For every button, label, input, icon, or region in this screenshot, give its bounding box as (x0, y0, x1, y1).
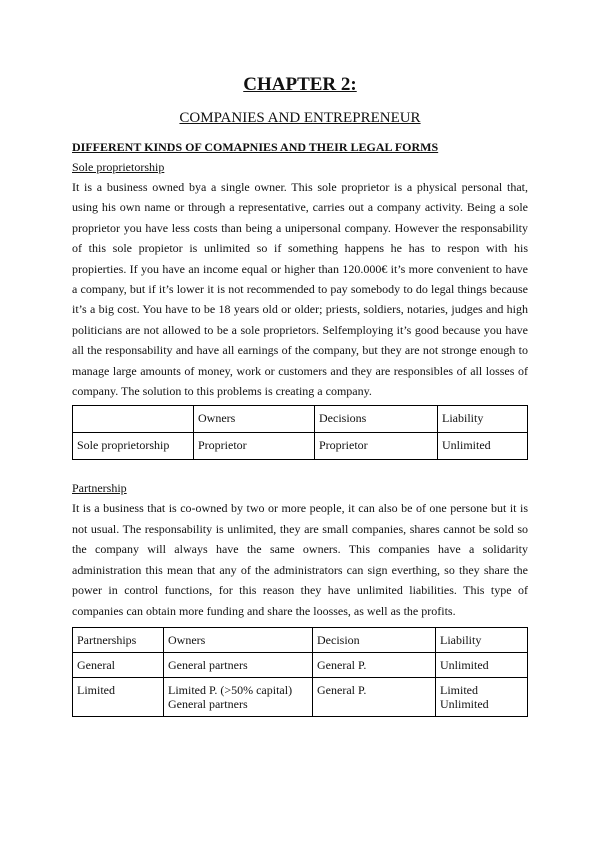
sole-proprietorship-table (72, 405, 528, 460)
partnership-heading: Partnership (72, 481, 127, 496)
table-cell: Owners (194, 406, 315, 433)
table-cell: Decisions (315, 406, 438, 433)
table-cell (73, 406, 194, 433)
table-cell: Liability (438, 406, 528, 433)
cell-line: Limited (440, 682, 478, 697)
table-cell: Decision (313, 627, 436, 652)
partnership-table (72, 627, 528, 717)
chapter-title: CHAPTER 2: (243, 74, 357, 95)
table-row (73, 652, 528, 677)
table-cell: Partnerships (73, 627, 164, 652)
sole-proprietorship-heading: Sole proprietorship (72, 160, 165, 174)
table-cell (436, 677, 528, 716)
table-cell: Unlimited (438, 433, 528, 460)
sole-proprietorship-paragraph: It is a business owned bya a single owner. This sole proprietor is a physical personal that, using his own name or through a representative, carries out a company activity. Being a sole proprietor you have less costs than being a unipersonal company. However the responsability of this sole propietor is unlimited so if something happens he has to respon with his propierties. If you have an income equal or higher than 120.000€ it’s more convenient to have a company, but if it’s lower it is not recommended to pay somebody to do legal things because it’s a big cost. You have to be 18 years old or older; priests, soldiers, notaries, judges and high politicians are not allowed to be a sole proprietors. Selfemploying it’s good because you have all the responsability and have all earnings of the company, but they are not stronge enough to manage large amounts of money, work or customers and they are responsibles of all losses of company. The solution to this problems is creating a company. (72, 180, 528, 399)
chapter-subtitle: COMPANIES AND ENTREPRENEUR (179, 110, 421, 126)
table-cell: General P. (313, 652, 436, 677)
table-cell: Proprietor (315, 433, 438, 460)
table-cell: Unlimited (436, 652, 528, 677)
table-cell: General P. (313, 677, 436, 716)
table-cell: Liability (436, 627, 528, 652)
table-cell: General (73, 652, 164, 677)
table-row (73, 677, 528, 716)
table-header-row (73, 627, 528, 652)
table-cell: Proprietor (194, 433, 315, 460)
section-heading: DIFFERENT KINDS OF COMAPNIES AND THEIR LEGAL FORMS (72, 140, 439, 154)
table-cell: General partners (164, 652, 313, 677)
cell-line: Limited P. (>50% capital) (168, 682, 293, 697)
table-header-row (73, 406, 528, 433)
table-cell: Sole proprietorship (73, 433, 194, 460)
document-page (72, 0, 528, 717)
cell-line: General partners (168, 696, 248, 711)
cell-line: Unlimited (440, 696, 489, 711)
table-row (73, 433, 528, 460)
table-cell: Limited (73, 677, 164, 716)
partnership-paragraph: It is a business that is co-owned by two or more people, it can also be of one persone but it is not usual. The responsability is unlimited, they are small companies, shares cannot be sold so the company will always have the same owners. This companies have a solidarity administration this mean that any of the administrators can sign everthing, so they share the power in control functions, for this reason they have unlimited liabilities. This type of companies can obtain more funding and share the loosses, as well as the profits. (72, 501, 528, 618)
table-cell (164, 677, 313, 716)
table-cell: Owners (164, 627, 313, 652)
